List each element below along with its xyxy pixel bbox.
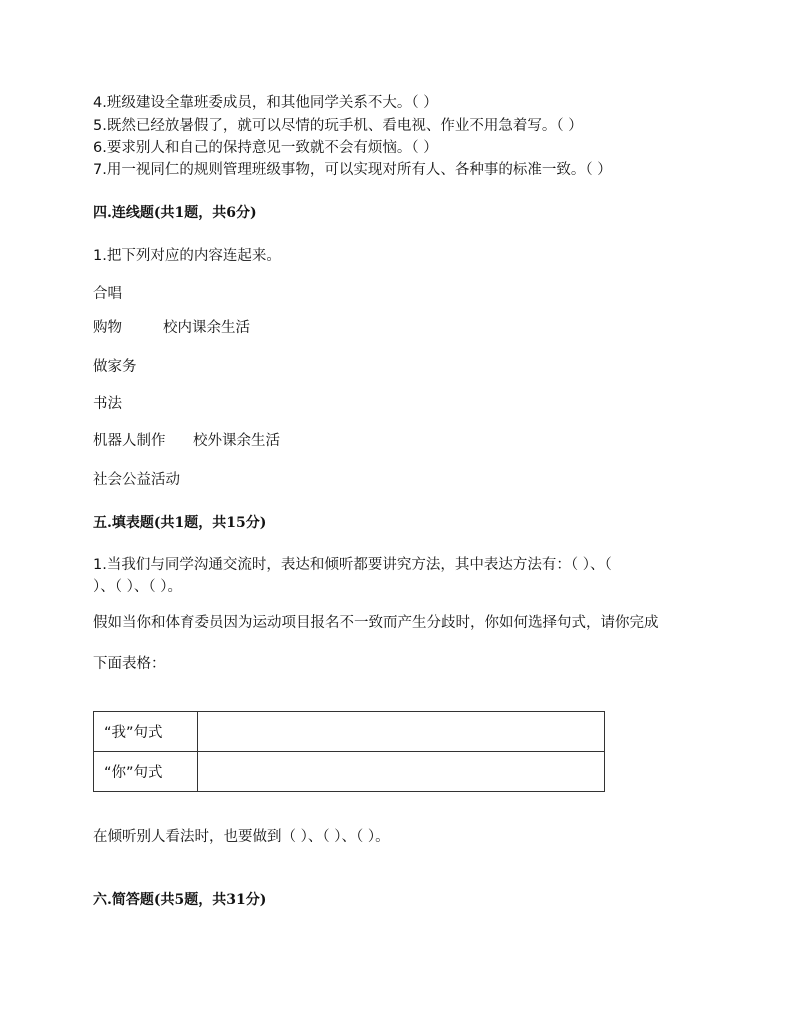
section-5-question-1-line-1: 1.当我们与同学沟通交流时，表达和倾听都要讲究方法，其中表达方法有：（ ）、（ <box>93 557 612 573</box>
match-target-out-of-school: 校外课余生活 <box>193 433 280 449</box>
sentence-pattern-table <box>93 711 605 792</box>
table-answer-cell-you[interactable] <box>198 752 605 792</box>
match-item-public-welfare: 社会公益活动 <box>93 472 180 488</box>
match-target-in-school: 校内课余生活 <box>163 320 250 336</box>
table-row-label-i: “我”句式 <box>94 712 198 752</box>
section-5-question-1-line-2: ）、（ ）、（ ）。 <box>93 579 182 595</box>
table-row <box>94 712 605 752</box>
section-5-paragraph-line-1: 假如当你和体育委员因为运动项目报名不一致而产生分歧时，你如何选择句式，请你完成 <box>93 615 659 631</box>
question-5: 5.既然已经放暑假了，就可以尽情的玩手机、看电视、作业不用急着写。（ ） <box>93 118 583 134</box>
section-5-paragraph-line-2: 下面表格： <box>93 656 166 672</box>
section-5-heading: 五.填表题(共1题，共15分) <box>93 515 267 531</box>
section-4-heading: 四.连线题(共1题，共6分) <box>93 205 257 221</box>
table-answer-cell-i[interactable] <box>198 712 605 752</box>
table-row-label-you: “你”句式 <box>94 752 198 792</box>
match-item-chorus: 合唱 <box>93 286 122 302</box>
match-item-shopping: 购物 <box>93 320 122 336</box>
question-7: 7.用一视同仁的规则管理班级事物，可以实现对所有人、各种事的标准一致。（ ） <box>93 162 612 178</box>
listening-requirements: 在倾听别人看法时，也要做到（ ）、（ ）、（ ）。 <box>93 829 390 845</box>
match-item-housework: 做家务 <box>93 359 137 375</box>
section-6-heading: 六.简答题(共5题，共31分) <box>93 892 267 908</box>
section-4-question-1: 1.把下列对应的内容连起来。 <box>93 248 281 264</box>
match-item-robotics: 机器人制作 <box>93 433 166 449</box>
question-6: 6.要求别人和自己的保持意见一致就不会有烦恼。（ ） <box>93 140 438 156</box>
match-item-calligraphy: 书法 <box>93 396 122 412</box>
table-row <box>94 752 605 792</box>
question-4: 4.班级建设全靠班委成员，和其他同学关系不大。（ ） <box>93 95 438 111</box>
